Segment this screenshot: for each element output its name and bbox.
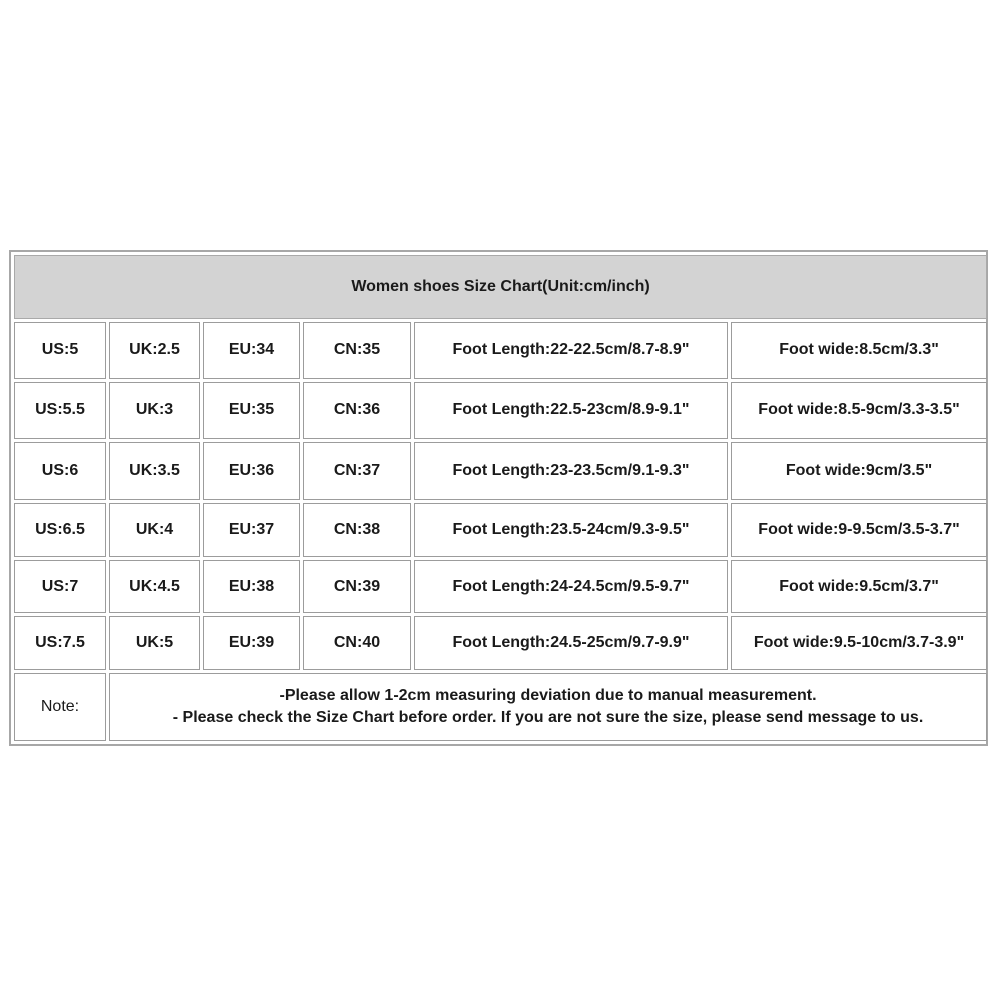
cn-size-cell: CN:38 bbox=[303, 503, 411, 557]
uk-size-cell: UK:5 bbox=[109, 616, 200, 670]
foot-length-cell: Foot Length:22-22.5cm/8.7-8.9" bbox=[414, 322, 728, 379]
foot-length-cell: Foot Length:24.5-25cm/9.7-9.9" bbox=[414, 616, 728, 670]
cn-size-cell: CN:36 bbox=[303, 382, 411, 440]
uk-size-cell: UK:4.5 bbox=[109, 560, 200, 614]
title-row bbox=[14, 255, 987, 319]
eu-size-cell: EU:35 bbox=[203, 382, 300, 440]
table-row bbox=[14, 442, 987, 500]
foot-wide-cell: Foot wide:9-9.5cm/3.5-3.7" bbox=[731, 503, 987, 557]
us-size-cell: US:6.5 bbox=[14, 503, 106, 557]
foot-length-cell: Foot Length:23.5-24cm/9.3-9.5" bbox=[414, 503, 728, 557]
us-size-cell: US:6 bbox=[14, 442, 106, 500]
us-size-cell: US:5 bbox=[14, 322, 106, 379]
cn-size-cell: CN:37 bbox=[303, 442, 411, 500]
uk-size-cell: UK:3.5 bbox=[109, 442, 200, 500]
table-row bbox=[14, 322, 987, 379]
table-row bbox=[14, 616, 987, 670]
eu-size-cell: EU:39 bbox=[203, 616, 300, 670]
uk-size-cell: UK:3 bbox=[109, 382, 200, 440]
cn-size-cell: CN:39 bbox=[303, 560, 411, 614]
eu-size-cell: EU:34 bbox=[203, 322, 300, 379]
note-label: Note: bbox=[14, 673, 106, 741]
foot-length-cell: Foot Length:23-23.5cm/9.1-9.3" bbox=[414, 442, 728, 500]
note-line-deviation: -Please allow 1-2cm measuring deviation due to manual measurement. bbox=[279, 687, 817, 705]
foot-length-cell: Foot Length:22.5-23cm/8.9-9.1" bbox=[414, 382, 728, 440]
eu-size-cell: EU:36 bbox=[203, 442, 300, 500]
foot-wide-cell: Foot wide:9.5-10cm/3.7-3.9" bbox=[731, 616, 987, 670]
note-text bbox=[109, 673, 987, 741]
us-size-cell: US:7 bbox=[14, 560, 106, 614]
cn-size-cell: CN:40 bbox=[303, 616, 411, 670]
uk-size-cell: UK:2.5 bbox=[109, 322, 200, 379]
eu-size-cell: EU:37 bbox=[203, 503, 300, 557]
foot-wide-cell: Foot wide:9.5cm/3.7" bbox=[731, 560, 987, 614]
note-row bbox=[14, 673, 987, 741]
table-row bbox=[14, 560, 987, 614]
chart-title: Women shoes Size Chart(Unit:cm/inch) bbox=[14, 255, 987, 319]
size-chart bbox=[9, 250, 988, 746]
us-size-cell: US:7.5 bbox=[14, 616, 106, 670]
uk-size-cell: UK:4 bbox=[109, 503, 200, 557]
foot-length-cell: Foot Length:24-24.5cm/9.5-9.7" bbox=[414, 560, 728, 614]
foot-wide-cell: Foot wide:9cm/3.5" bbox=[731, 442, 987, 500]
table-row bbox=[14, 503, 987, 557]
foot-wide-cell: Foot wide:8.5-9cm/3.3-3.5" bbox=[731, 382, 987, 440]
eu-size-cell: EU:38 bbox=[203, 560, 300, 614]
size-chart-table bbox=[11, 252, 990, 744]
note-line-check-chart: - Please check the Size Chart before order. If you are not sure the size, please send message to us. bbox=[172, 709, 924, 727]
table-row bbox=[14, 382, 987, 440]
cn-size-cell: CN:35 bbox=[303, 322, 411, 379]
us-size-cell: US:5.5 bbox=[14, 382, 106, 440]
foot-wide-cell: Foot wide:8.5cm/3.3" bbox=[731, 322, 987, 379]
